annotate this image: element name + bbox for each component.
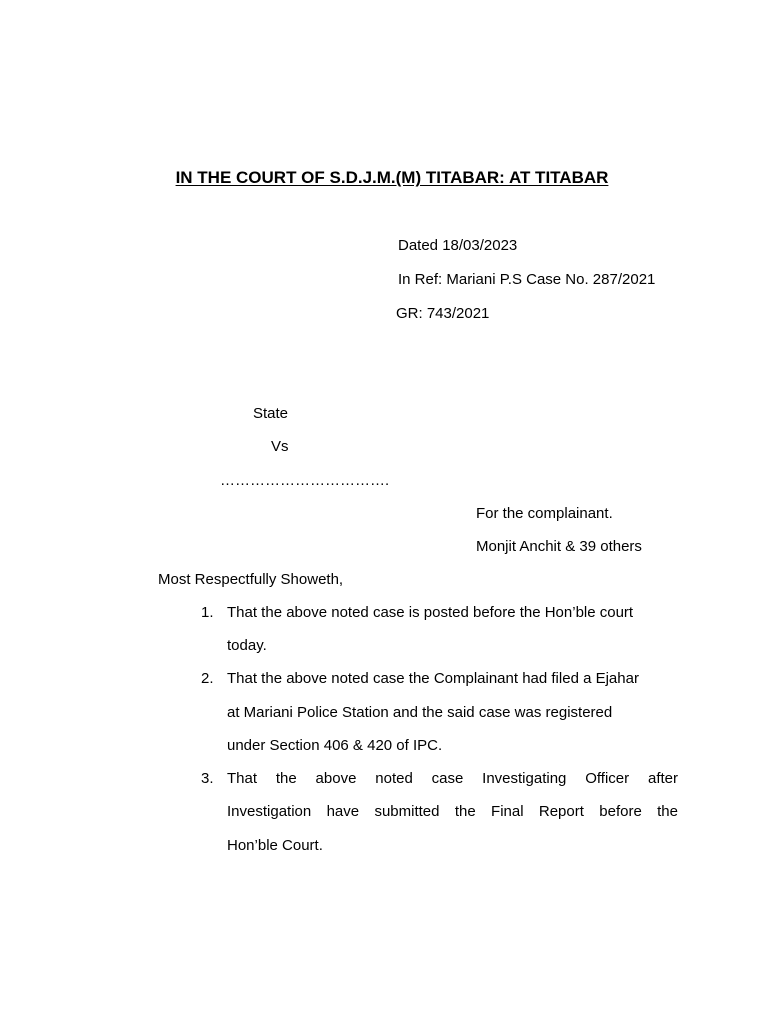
point-3-line-3: Hon’ble Court. [227,837,323,854]
point-2-line-3: under Section 406 & 420 of IPC. [227,737,443,754]
point-1-number: 1. [201,604,214,621]
for-complainant-label: For the complainant. [476,505,613,522]
party-state: State [253,405,289,422]
point-3-number: 3. [201,770,214,787]
point-1-line-1: That the above noted case is posted before the Hon’ble court [227,604,634,621]
point-3-line-1: That the above noted case Investigating Officer after [227,770,678,787]
dated-line: Dated 18/03/2023 [398,237,518,254]
reference-line: In Ref: Mariani P.S Case No. 287/2021 [398,271,656,288]
complainant-name: Monjit Anchit & 39 others [476,538,642,555]
salutation: Most Respectfully Showeth, [158,571,344,588]
point-2-line-1: That the above noted case the Complainant had filed a Ejahar [227,670,639,687]
court-title: IN THE COURT OF S.D.J.M.(M) TITABAR: AT TITABAR [175,168,609,187]
point-3-line-2: Investigation have submitted the Final Report before the [227,803,678,820]
point-2-line-2: at Mariani Police Station and the said case was registered [227,704,613,721]
point-2-number: 2. [201,670,214,687]
point-1-line-2: today. [227,637,267,654]
gr-number-line: GR: 743/2021 [396,305,490,322]
versus-label: Vs [271,438,289,455]
accused-placeholder: ……………………………. [220,472,390,489]
